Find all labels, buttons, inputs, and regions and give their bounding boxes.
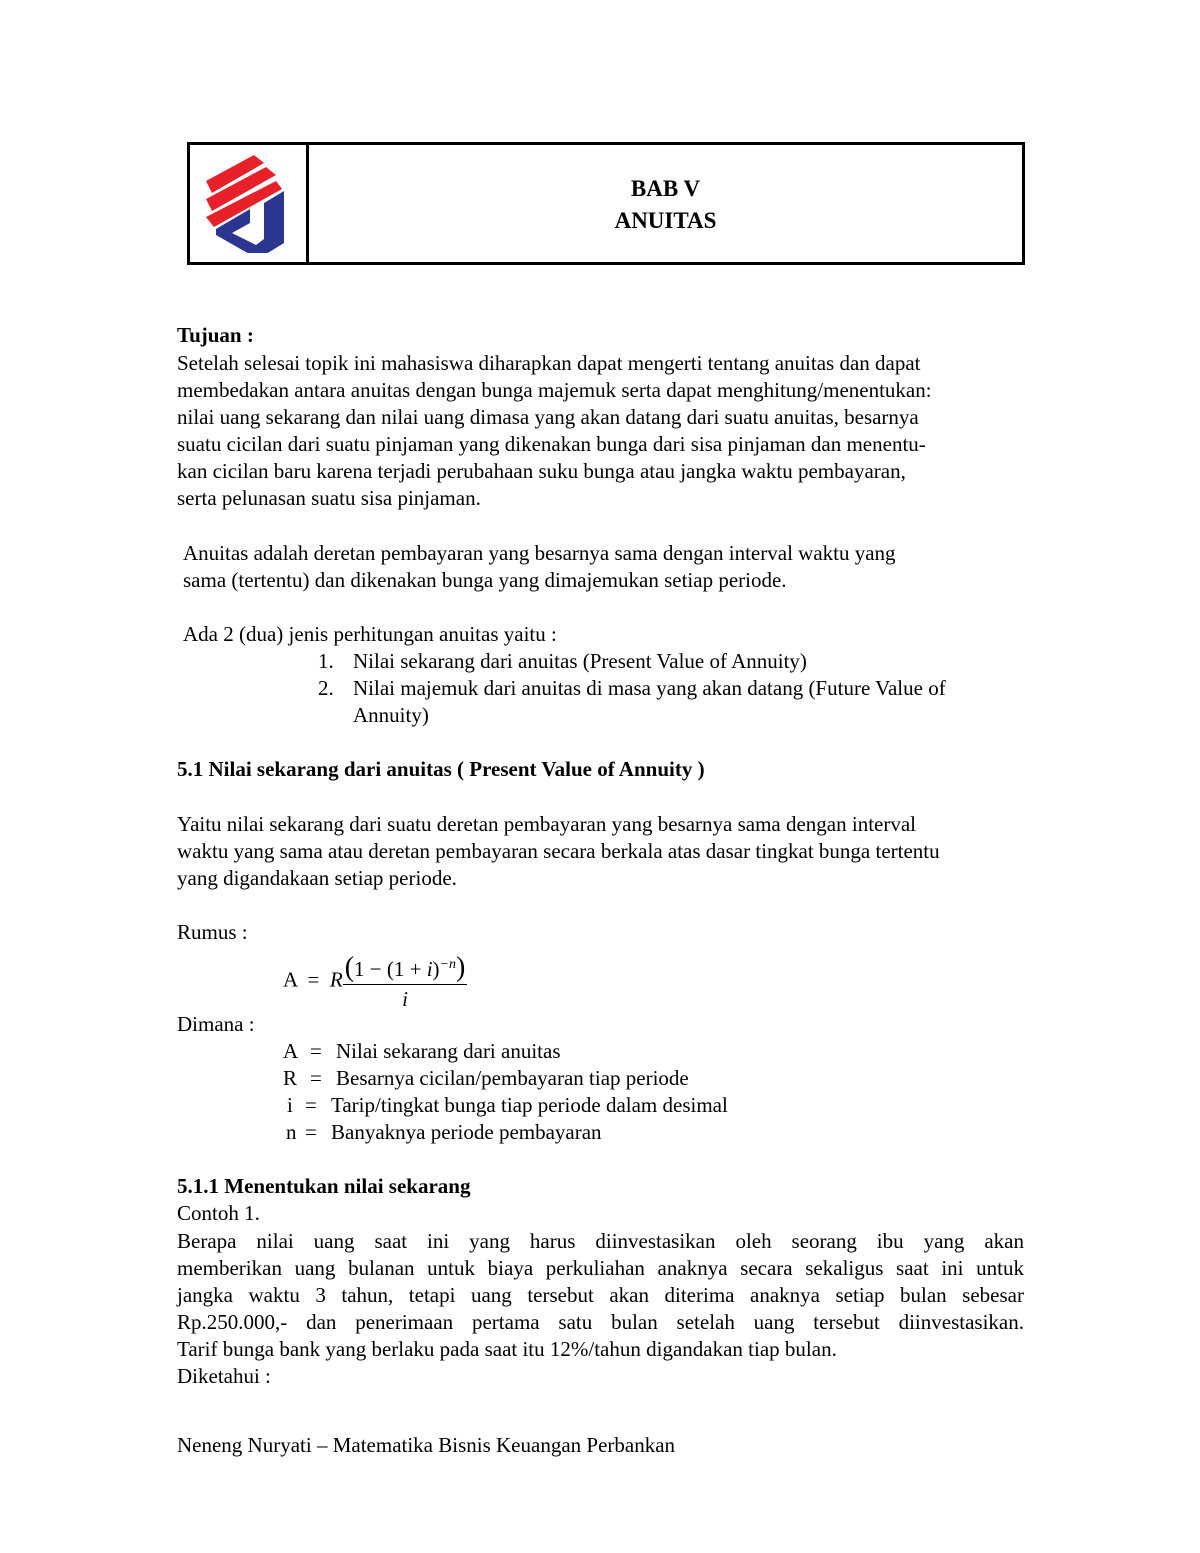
page-footer: Neneng Nuryati – Matematika Bisnis Keuangan Perbankan: [177, 1433, 676, 1457]
def-text: Besarnya cicilan/pembayaran tiap periode: [336, 1066, 689, 1090]
definition-line: Anuitas adalah deretan pembayaran yang besarnya sama dengan interval waktu yang: [183, 541, 896, 565]
header-titles: [309, 173, 1022, 237]
def-equals: =: [305, 1120, 317, 1144]
def-symbol: A: [283, 1039, 299, 1063]
annuity-formula: [283, 950, 467, 1013]
def-text: Nilai sekarang dari anuitas: [336, 1039, 561, 1063]
dimana-label: Dimana :: [177, 1012, 255, 1036]
list-item: Nilai sekarang dari anuitas (Present Value of Annuity): [353, 649, 807, 673]
rumus-label: Rumus :: [177, 920, 248, 944]
formula-denominator: i: [402, 987, 408, 1011]
definition-line: sama (tertentu) dan dikenakan bunga yang dimajemukan setiap periode.: [183, 568, 787, 592]
numerator-i: i: [426, 957, 433, 981]
list-number: 1.: [318, 649, 334, 673]
formula-exponent: −n: [439, 957, 456, 972]
def-symbol: n: [286, 1120, 297, 1144]
list-number: 2.: [318, 676, 334, 700]
example-line: Rp.250.000,- dan penerimaan pertama satu bulan setelah uang tersebut diinvestasikan.: [177, 1310, 1024, 1334]
logo-icon: [202, 153, 292, 253]
chapter-title: ANUITAS: [614, 208, 717, 233]
chapter-number: BAB V: [630, 176, 701, 201]
example-label: Contoh 1.: [177, 1201, 260, 1225]
institution-logo: [202, 153, 292, 259]
subsection-heading: 5.1.1 Menentukan nilai sekarang: [177, 1174, 471, 1198]
list-item-continued: Annuity): [353, 703, 429, 727]
def-text: Tarip/tingkat bunga tiap periode dalam desimal: [331, 1093, 728, 1117]
chapter-header-box: [187, 142, 1025, 265]
section-text-line: Yaitu nilai sekarang dari suatu deretan pembayaran yang besarnya sama dengan interval: [177, 812, 917, 836]
tujuan-line: nilai uang sekarang dan nilai uang dimasa yang akan datang dari suatu anuitas, besarnya: [177, 405, 919, 429]
tujuan-line: suatu cicilan dari suatu pinjaman yang dikenakan bunga dari sisa pinjaman dan menentu-: [177, 432, 926, 456]
section-heading: 5.1 Nilai sekarang dari anuitas ( Present Value of Annuity ): [177, 757, 705, 781]
list-item: Nilai majemuk dari anuitas di masa yang akan datang (Future Value of: [353, 676, 946, 700]
types-intro: Ada 2 (dua) jenis perhitungan anuitas yaitu :: [183, 622, 557, 646]
tujuan-line: serta pelunasan suatu sisa pinjaman.: [177, 486, 481, 510]
formula-numerator: $(1 - (1 + i)^{-n})$: [344, 952, 466, 983]
example-line: memberikan uang bulanan untuk biaya perkuliahan anaknya secara sekaligus saat ini untuk: [177, 1256, 1024, 1280]
numerator-text: 1 − (1 +: [354, 957, 427, 981]
tujuan-line: Setelah selesai topik ini mahasiswa diharapkan dapat mengerti tentang anuitas dan dapat: [177, 351, 921, 375]
example-line: jangka waktu 3 tahun, tetapi uang tersebut akan diterima anaknya setiap bulan sebesar: [177, 1283, 1024, 1307]
formula-r: R: [329, 967, 343, 992]
section-text-line: waktu yang sama atau deretan pembayaran secara berkala atas dasar tingkat bunga tertentu: [177, 839, 940, 863]
tujuan-line: kan cicilan baru karena terjadi perubahaan suku bunga atau jangka waktu pembayaran,: [177, 459, 906, 483]
def-text: Banyaknya periode pembayaran: [331, 1120, 602, 1144]
tujuan-line: membedakan antara anuitas dengan bunga majemuk serta dapat menghitung/menentukan:: [177, 378, 932, 402]
tujuan-heading: Tujuan :: [177, 323, 254, 347]
def-symbol: R: [283, 1066, 298, 1090]
numerator-close: ): [432, 957, 440, 981]
example-line: Tarif bunga bank yang berlaku pada saat itu 12%/tahun digandakan tiap bulan.: [177, 1337, 837, 1361]
def-symbol: i: [287, 1093, 293, 1117]
formula-equals: =: [307, 967, 320, 992]
def-equals: =: [310, 1066, 322, 1090]
diketahui-label: Diketahui :: [177, 1364, 271, 1388]
section-text-line: yang digandakaan setiap periode.: [177, 866, 457, 890]
example-line: Berapa nilai uang saat ini yang harus diinvestasikan oleh seorang ibu yang akan: [177, 1229, 1024, 1253]
formula-lhs: A: [283, 967, 298, 992]
formula-fraction: [343, 950, 468, 1013]
def-equals: =: [305, 1093, 317, 1117]
def-equals: =: [310, 1039, 322, 1063]
